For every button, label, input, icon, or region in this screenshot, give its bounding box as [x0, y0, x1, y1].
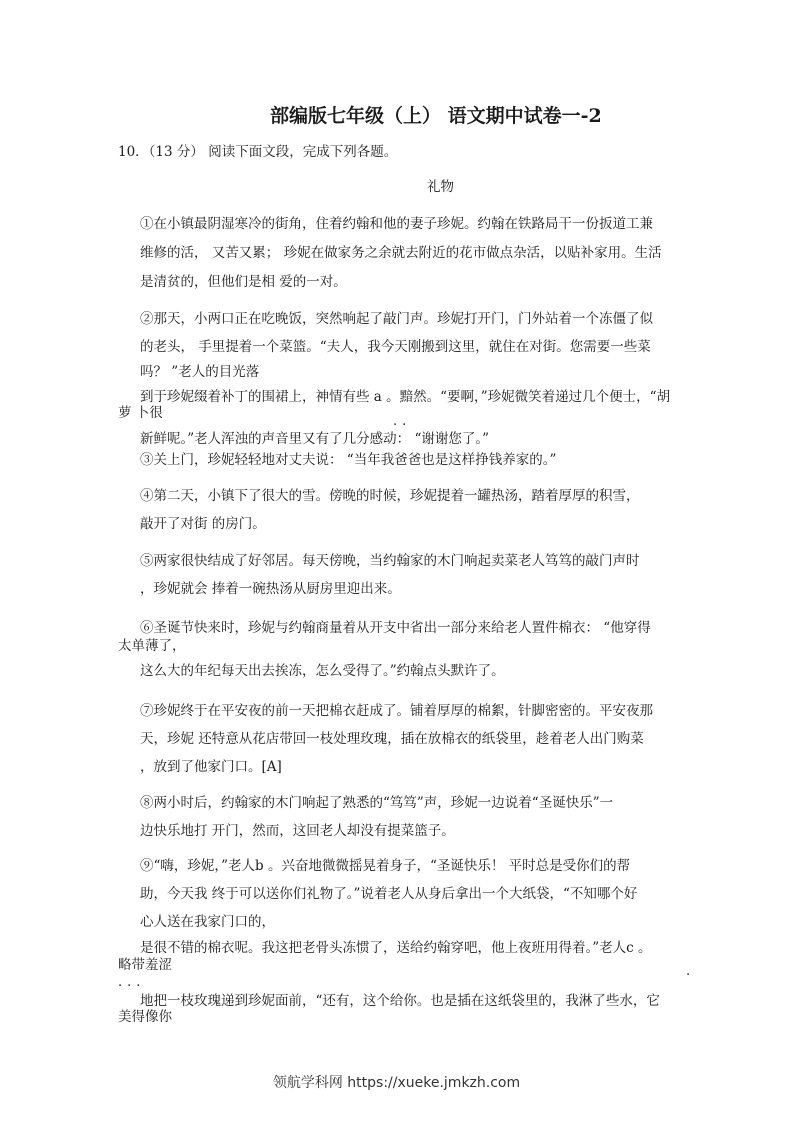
paragraph-line: 边快乐地打 开门，然而，这回老人却没有提菜篮子。 [140, 823, 455, 839]
paragraph-line: 吗？ ”老人的目光落 [140, 364, 260, 380]
paragraph-line: ⑦珍妮终于在平安夜的前一天把棉衣赶成了。铺着厚厚的棉絮，针脚密密的。平安夜那 [140, 703, 653, 719]
paragraph-line: 这么大的年纪每天出去挨冻，怎么受得了。”约翰点头默许了。 [140, 663, 505, 679]
paragraph-line: 的老头， 手里提着一个菜篮。“夫人，我今天刚搬到这里，就住在对街。您需要一些菜 [140, 339, 651, 355]
paragraph-line: 美得像你 [118, 1009, 172, 1025]
paragraph-line: ⑧两小时后，约翰家的木门响起了熟悉的“笃笃”声，珍妮一边说着“圣诞快乐”一 [140, 795, 614, 811]
paragraph-line: ①在小镇最阴湿寒冷的街角，住着约翰和他的妻子珍妮。约翰在铁路局干一份扳道工兼 [140, 216, 653, 232]
page-title: 部编版七年级（上） 语文期中试卷一-2 [270, 105, 602, 127]
paragraph-line: 助，今天我 终于可以送你们礼物了。”说着老人从身后拿出一个大纸袋，“不知哪个好 [140, 886, 638, 902]
question-header: 10．（13 分） 阅读下面文段，完成下列各题。 [118, 144, 398, 160]
paragraph-line: ②那天，小两口正在吃晚饭，突然响起了敲门声。珍妮打开门，门外站着一个冻僵了似 [140, 311, 653, 327]
passage-title: 礼物 [427, 179, 454, 195]
paragraph-line: 略带羞涩 [118, 957, 172, 973]
paragraph-line: 是很不错的棉衣呢。我这把老骨头冻惯了，送给约翰穿吧，他上夜班用得着。”老人c 。 [140, 940, 652, 956]
paragraph-line: ，珍妮就会 捧着一碗热汤从厨房里迎出来。 [140, 581, 401, 597]
emphasis-dots: . [686, 964, 696, 979]
paragraph-line: 维修的活， 又苦又累； 珍妮在做家务之余就去附近的花市做点杂活，以贴补家用。生活 [140, 245, 662, 261]
paragraph-line: 是清贫的，但他们是相 爱的一对。 [140, 274, 347, 290]
paragraph-line: ⑥圣诞节快来时，珍妮与约翰商量着从开支中省出一部分来给老人置件棉衣： “他穿得 [140, 620, 651, 636]
paragraph-line: ，放到了他家门口。[A] [140, 759, 282, 775]
paragraph-line: ⑨“嗨，珍妮，”老人b 。兴奋地微微摇晃着身子，“圣诞快乐！ 平时总是受你们的帮 [140, 858, 631, 874]
emphasis-dots: ... [118, 975, 146, 990]
paragraph-line: ④第二天，小镇下了很大的雪。傍晚的时候，珍妮提着一罐热汤，踏着厚厚的积雪， [140, 488, 640, 504]
footer-watermark: 领航学科网 https://xueke.jmkzh.com [272, 1075, 521, 1091]
paragraph-line: 萝 卜很 [118, 405, 163, 421]
paragraph-line: ⑤两家很快结成了好邻居。每天傍晚，当约翰家的木门响起卖菜老人笃笃的敲门声时 [140, 553, 640, 569]
paragraph-line: 新鲜呢。”老人浑浊的声音里又有了几分感动： “谢谢您了。” [140, 431, 489, 447]
paragraph-line: 心人送在我家门口的， [140, 914, 275, 930]
emphasis-dots: .. [393, 414, 412, 429]
paragraph-line: 地把一枝玫瑰递到珍妮面前，“还有，这个给你。也是插在这纸袋里的，我淋了些水，它 [140, 993, 660, 1009]
paragraph-line: 到于珍妮缀着补丁的围裙上，神情有些 a 。黯然。“要啊，”珍妮微笑着递过几个便士，“胡 [140, 389, 671, 405]
paragraph-line: 太单薄了， [118, 638, 186, 654]
paragraph-line: 天，珍妮 还特意从花店带回一枝处理玫瑰，插在放棉衣的纸袋里，趁着老人出门购菜 [140, 731, 644, 747]
paragraph-line: ③关上门，珍妮轻轻地对丈夫说： “当年我爸爸也是这样挣钱养家的。” [140, 452, 557, 468]
paragraph-line: 敲开了对街 的房门。 [140, 516, 266, 532]
